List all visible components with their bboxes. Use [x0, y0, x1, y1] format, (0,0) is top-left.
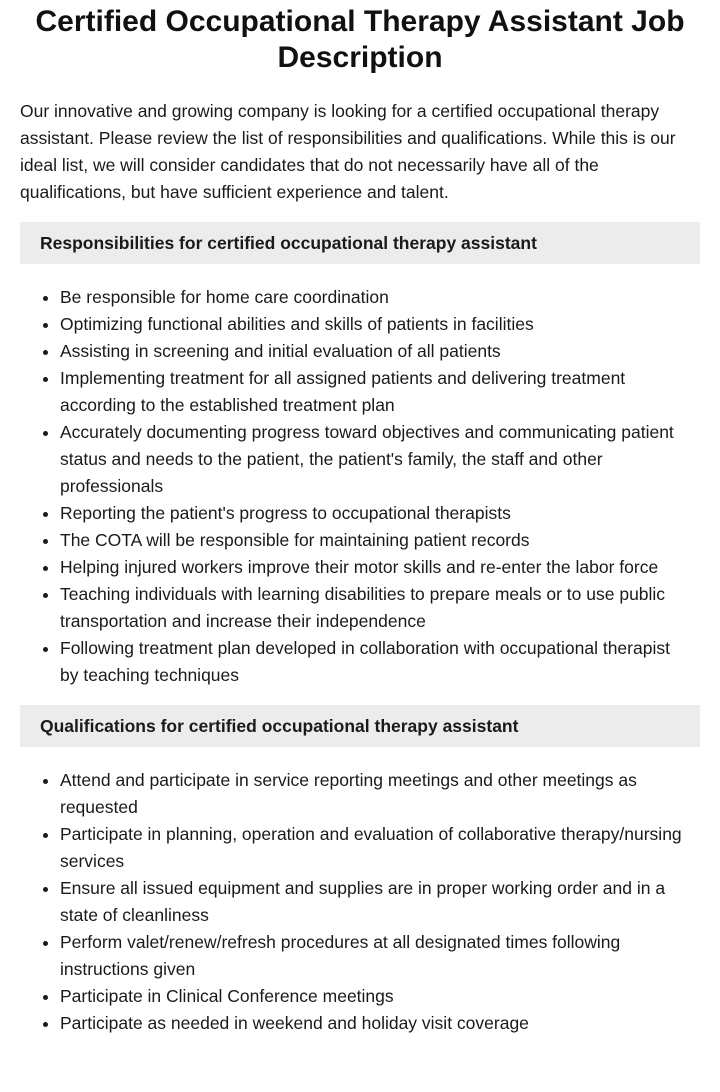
list-item: • Participate as needed in weekend and holiday visit coverage	[60, 1010, 700, 1037]
list-item: • Optimizing functional abilities and skills of patients in facilities	[60, 311, 700, 338]
qualifications-heading: Qualifications for certified occupational therapy assistant	[20, 705, 700, 747]
page-title: Certified Occupational Therapy Assistant Job Description	[35, 5, 685, 74]
list-item: • Assisting in screening and initial evaluation of all patients	[60, 338, 700, 365]
qualifications-list	[20, 767, 700, 1037]
list-item: • Following treatment plan developed in collaboration with occupational therapist by teaching techniques	[60, 635, 700, 689]
responsibilities-heading: Responsibilities for certified occupational therapy assistant	[20, 222, 700, 264]
list-item: • Accurately documenting progress toward objectives and communicating patient status and needs to the patient, the patient's family, the staff and other professionals	[60, 419, 700, 500]
list-item: • Participate in Clinical Conference meetings	[60, 983, 700, 1010]
list-item: • Reporting the patient's progress to occupational therapists	[60, 500, 700, 527]
list-item: • Participate in planning, operation and evaluation of collaborative therapy/nursing services	[60, 821, 700, 875]
list-item: • Ensure all issued equipment and supplies are in proper working order and in a state of cleanliness	[60, 875, 700, 929]
list-item: • Be responsible for home care coordination	[60, 284, 700, 311]
list-item: • Helping injured workers improve their motor skills and re-enter the labor force	[60, 554, 700, 581]
list-item: • Perform valet/renew/refresh procedures at all designated times following instructions given	[60, 929, 700, 983]
intro-paragraph: Our innovative and growing company is looking for a certified occupational therapy assistant. Please review the list of responsibilities and qualifications. While this is our ideal list, we will consider candidates that do not necessarily have all of the qualifications, but have sufficient experience and talent.	[20, 101, 676, 202]
list-item: • Implementing treatment for all assigned patients and delivering treatment according to the established treatment plan	[60, 365, 700, 419]
list-item: • The COTA will be responsible for maintaining patient records	[60, 527, 700, 554]
responsibilities-list	[20, 284, 700, 689]
list-item: • Teaching individuals with learning disabilities to prepare meals or to use public transportation and increase their independence	[60, 581, 700, 635]
list-item: • Attend and participate in service reporting meetings and other meetings as requested	[60, 767, 700, 821]
